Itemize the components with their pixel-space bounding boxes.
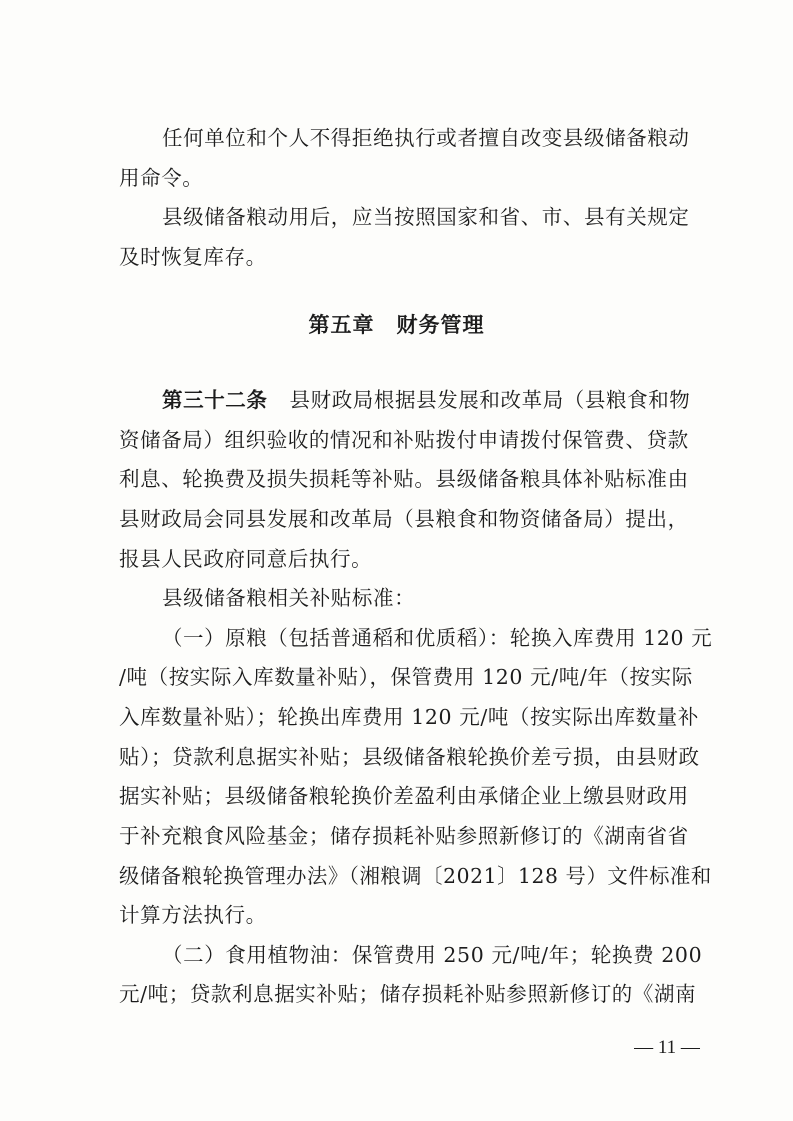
paragraph-line: 贴）；贷款利息据实补贴；县级储备粮轮换价差亏损，由县财政 (119, 745, 700, 769)
paragraph-line: 任何单位和个人不得拒绝执行或者擅自改变县级储备粮动 (162, 126, 690, 150)
paragraph-line: 县财政局根据县发展和改革局（县粮食和物 (289, 388, 691, 412)
paragraph-line: 据实补贴；县级储备粮轮换价差盈利由承储企业上缴县财政用 (119, 784, 689, 808)
chapter-title: 财务管理 (396, 312, 485, 337)
paragraph-line: 元/吨；贷款利息据实补贴；储存损耗补贴参照新修订的《湖南 (119, 982, 697, 1006)
paragraph-line: （二）食用植物油：保管费用 250 元/吨/年；轮换费 200 (162, 943, 703, 967)
paragraph-line: 于补充粮食风险基金；储存损耗补贴参照新修订的《湖南省省 (119, 824, 689, 848)
paragraph-line: 资储备局）组织验收的情况和补贴拨付申请拨付保管费、贷款 (119, 428, 689, 452)
chapter-number: 第五章 (308, 312, 375, 337)
paragraph-line: 县财政局会同县发展和改革局（县粮食和物资储备局）提出， (119, 507, 689, 531)
chapter-heading (0, 310, 793, 340)
paragraph-line: 用命令。 (119, 166, 204, 190)
paragraph-line: 县级储备粮相关补贴标准： (162, 586, 416, 610)
page-number: — 11 — (634, 1037, 700, 1058)
paragraph-line: 计算方法执行。 (119, 903, 267, 927)
paragraph-line: 及时恢复库存。 (119, 245, 267, 269)
paragraph-line: （一）原粮（包括普通稻和优质稻）：轮换入库费用 120 元 (162, 626, 713, 650)
paragraph-line: 入库数量补贴）；轮换出库费用 120 元/吨（按实际出库数量补 (119, 705, 699, 729)
article-label: 第三十二条 (162, 388, 268, 412)
paragraph-line: /吨（按实际入库数量补贴），保管费用 120 元/吨/年（按实际 (119, 665, 693, 689)
paragraph-line: 县级储备粮动用后，应当按照国家和省、市、县有关规定 (162, 205, 690, 229)
paragraph-line: 级储备粮轮换管理办法》（湘粮调〔2021〕128 号）文件标准和 (119, 864, 712, 888)
paragraph-line: 利息、轮换费及损失损耗等补贴。县级储备粮具体补贴标准由 (119, 467, 689, 491)
paragraph-line: 报县人民政府同意后执行。 (119, 547, 373, 571)
article-first-line (162, 386, 690, 414)
